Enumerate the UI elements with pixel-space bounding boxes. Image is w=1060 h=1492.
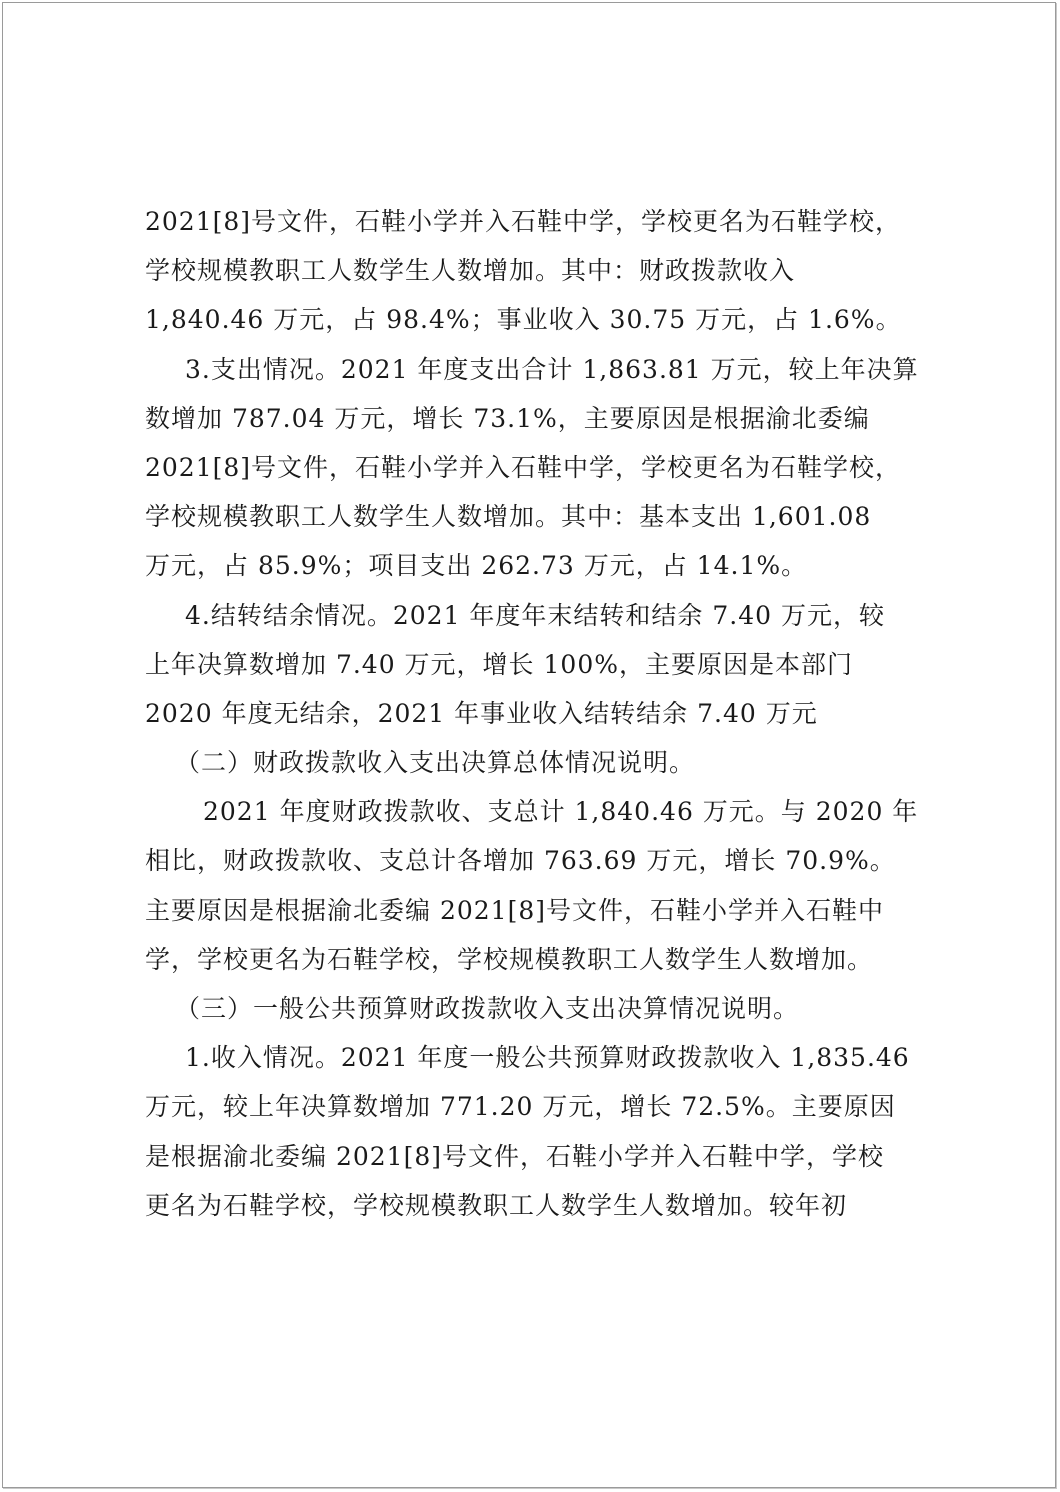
text-line: 1.收入情况。2021 年度一般公共预算财政拨款收入 1,835.46 (185, 1043, 910, 1073)
text-line: 万元，占 85.9%；项目支出 262.73 万元，占 14.1%。 (145, 551, 808, 581)
text-line: 学，学校更名为石鞋学校，学校规模教职工人数学生人数增加。 (145, 944, 874, 974)
text-line: 4.结转结余情况。2021 年度年末结转和结余 7.40 万元，较 (185, 600, 885, 630)
text-line: （三）一般公共预算财政拨款收入支出决算情况说明。 (175, 994, 800, 1023)
text-line: 是根据渝北委编 2021[8]号文件，石鞋小学并入石鞋中学，学校 (145, 1141, 884, 1171)
text-line: 2021 年度财政拨款收、支总计 1,840.46 万元。与 2020 年 (203, 797, 919, 827)
text-line: 2020 年度无结余，2021 年事业收入结转结余 7.40 万元 (145, 698, 818, 728)
text-line: 数增加 787.04 万元，增长 73.1%，主要原因是根据渝北委编 (145, 403, 870, 433)
text-line: 2021[8]号文件，石鞋小学并入石鞋中学，学校更名为石鞋学校， (145, 452, 902, 482)
text-line: 万元，较上年决算数增加 771.20 万元，增长 72.5%。主要原因 (145, 1092, 896, 1122)
text-line: 1,840.46 万元，占 98.4%；事业收入 30.75 万元，占 1.6%。 (145, 305, 902, 335)
document-body (145, 197, 955, 1230)
text-line: 更名为石鞋学校，学校规模教职工人数学生人数增加。较年初 (145, 1190, 848, 1220)
text-line: 相比，财政拨款收、支总计各增加 763.69 万元，增长 70.9%。 (145, 846, 896, 876)
text-line: 学校规模教职工人数学生人数增加。其中：基本支出 1,601.08 (145, 502, 872, 532)
text-line: 主要原因是根据渝北委编 2021[8]号文件，石鞋小学并入石鞋中 (145, 895, 884, 925)
text-line: 2021[8]号文件，石鞋小学并入石鞋中学，学校更名为石鞋学校， (145, 207, 902, 236)
document-page (2, 2, 1056, 1488)
text-line: 3.支出情况。2021 年度支出合计 1,863.81 万元，较上年决算 (185, 354, 919, 384)
text-line: （二）财政拨款收入支出决算总体情况说明。 (175, 748, 696, 778)
text-line: 学校规模教职工人数学生人数增加。其中：财政拨款收入 (145, 256, 796, 286)
text-line: 上年决算数增加 7.40 万元，增长 100%，主要原因是本部门 (145, 649, 853, 679)
